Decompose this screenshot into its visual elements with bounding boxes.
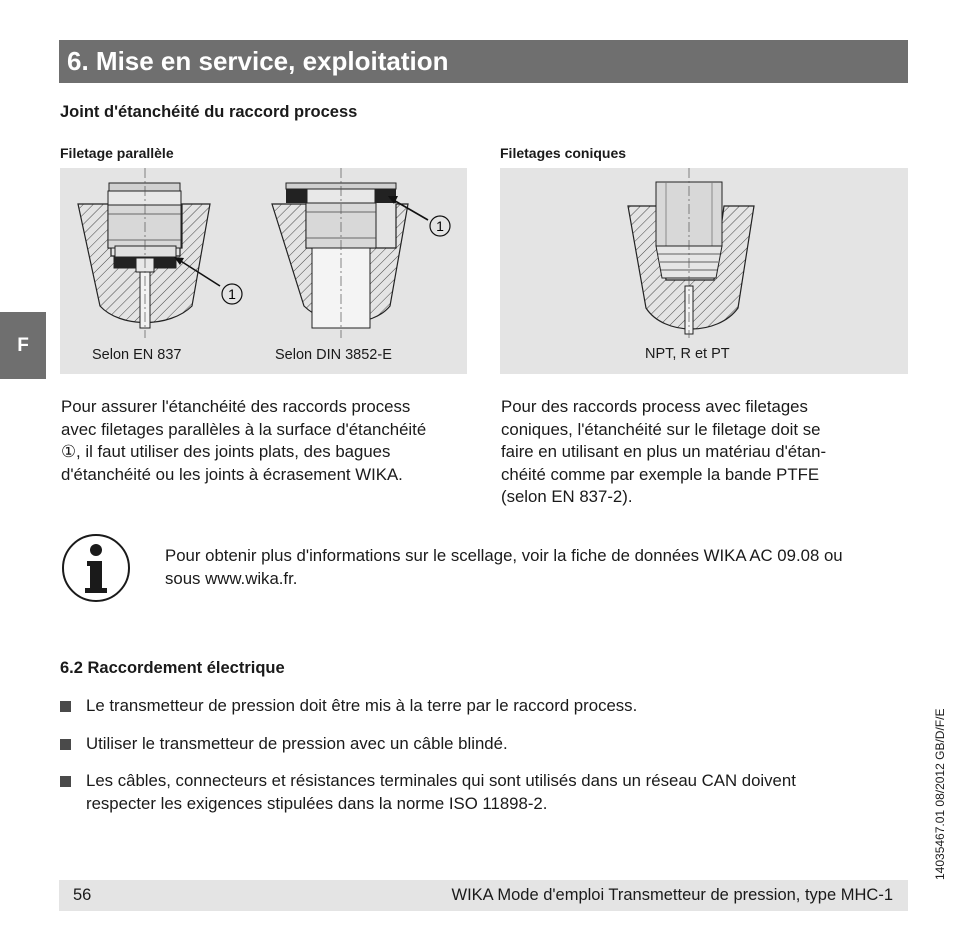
paragraph-line: Pour des raccords process avec filetages (501, 397, 808, 416)
figure-left-label: Filetage parallèle (60, 145, 174, 161)
parallel-thread-diagram (60, 168, 467, 374)
figure-left (60, 168, 467, 374)
list-item (60, 733, 910, 757)
paragraph-line: chéité comme par exemple la bande PTFE (501, 464, 820, 484)
figure-left-caption-en837: Selon EN 837 (92, 347, 182, 363)
list-item (60, 770, 910, 818)
paragraph-line: ①, il faut utiliser des joints plats, des bagues (61, 442, 391, 461)
info-note (165, 545, 925, 590)
paragraph-line: faire en utilisant en plus un matériau d'étan- (501, 442, 827, 461)
paragraph-line: coniques, l'étanchéité sur le filetage doit se (501, 419, 821, 439)
bullet-square-icon (60, 701, 71, 712)
section-heading: Joint d'étanchéité du raccord process (60, 103, 358, 121)
page-number: 56 (73, 886, 92, 904)
section-heading-electrical: 6.2 Raccordement électrique (60, 659, 285, 677)
language-tab: F (0, 312, 46, 379)
paragraph-tapered-thread (501, 396, 901, 509)
figure-right-caption: NPT, R et PT (645, 346, 730, 362)
paragraph-line: Pour assurer l'étanchéité des raccords process (61, 397, 411, 416)
bullet-square-icon (60, 739, 71, 750)
figure-right (500, 168, 908, 374)
bullet-square-icon (60, 776, 71, 787)
svg-text:1: 1 (228, 286, 236, 302)
page-title: 6. Mise en service, exploitation (67, 46, 449, 76)
list-item-text (86, 770, 910, 815)
en837-drawing (78, 168, 242, 338)
svg-text:1: 1 (436, 218, 444, 234)
footer-bar (59, 880, 908, 911)
figure-left-caption-din3852e: Selon DIN 3852-E (275, 347, 392, 363)
footer-title: WIKA Mode d'emploi Transmetteur de pression, type MHC-1 (451, 886, 893, 904)
list-item-text: Le transmetteur de pression doit être mis à la terre par le raccord process. (86, 696, 638, 715)
info-icon (61, 533, 131, 603)
paragraph-parallel-thread (61, 396, 481, 486)
din3852e-drawing (272, 168, 450, 338)
info-line: sous www.wika.fr. (165, 568, 298, 588)
info-line: Pour obtenir plus d'informations sur le scellage, voir la fiche de données WIKA AC 09.08 ou (165, 546, 843, 565)
list-item (60, 695, 910, 719)
paragraph-line: d'étanchéité ou les joints à écrasement WIKA. (61, 464, 403, 484)
paragraph-line: avec filetages parallèles à la surface d'étanchéité (61, 419, 427, 439)
list-item-text: Utiliser le transmetteur de pression avec un câble blindé. (86, 734, 508, 753)
page-title-bar (59, 40, 908, 83)
list-item-line: Les câbles, connecteurs et résistances terminales qui sont utilisés dans un réseau CAN doivent (86, 771, 796, 790)
figure-right-label: Filetages coniques (500, 145, 627, 161)
tapered-thread-diagram (500, 168, 908, 374)
list-item-line: respecter les exigences stipulées dans la norme ISO 11898-2. (86, 793, 548, 813)
paragraph-line: (selon EN 837-2). (501, 487, 633, 506)
document-reference: 14035467.01 08/2012 GB/D/F/E (933, 708, 947, 880)
